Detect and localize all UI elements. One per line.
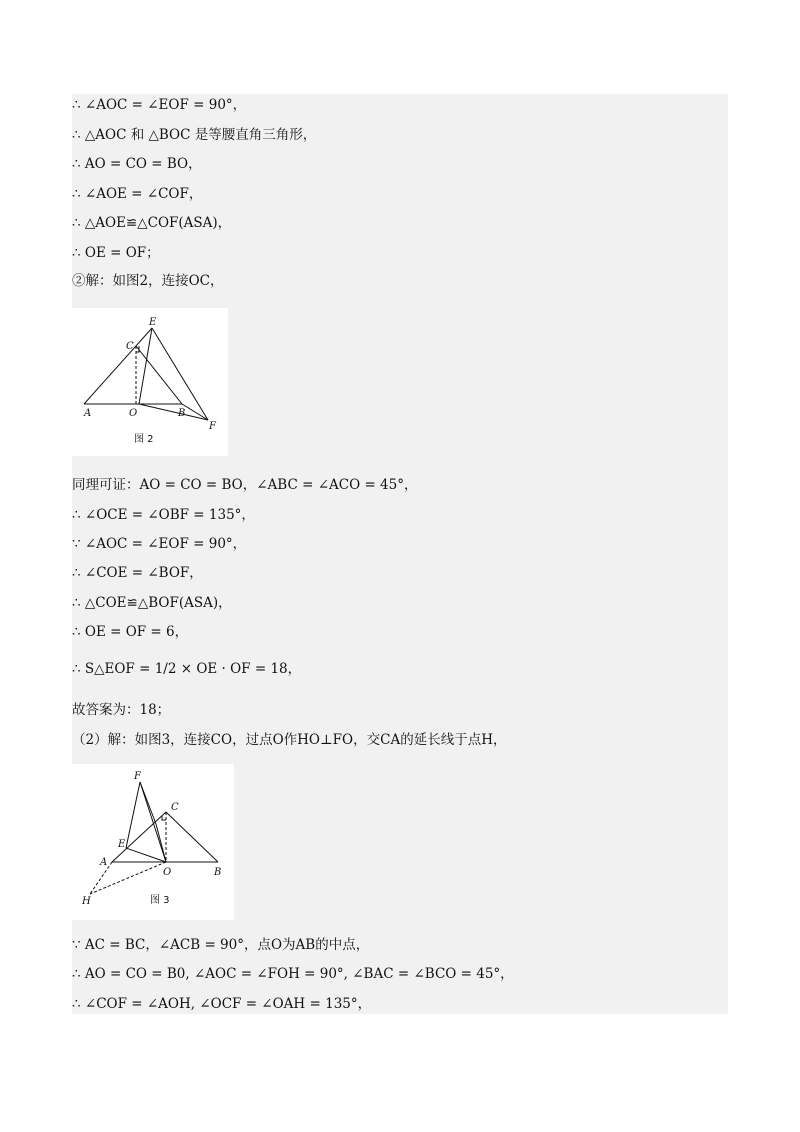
figure-caption: 图 3 [150,895,170,906]
text-line: ∴ S△EOF = 1/2 × OE · OF = 18， [72,661,302,677]
text-line: （2）解：如图3，连接CO，过点O作HO⊥FO，交CA的延长线于点H， [72,732,507,748]
point-label-e: E [149,317,157,328]
point-label-c: C [126,341,134,352]
text-line: ∴ ∠COF = ∠AOH, ∠OCF = ∠OAH = 135°， [72,996,372,1012]
text-line: 同理可证：AO = CO = BO，∠ABC = ∠ACO = 45°， [72,477,418,493]
point-label-a: A [84,408,92,419]
point-label-h: H [82,896,91,907]
text-line: ∴ OE = OF = 6， [72,624,189,640]
point-label-b: B [214,867,222,878]
figure-2 [72,308,228,456]
text-line: ∴ OE = OF； [72,245,160,261]
text-line: 故答案为：18； [72,702,171,718]
figure-3 [72,764,234,920]
point-label-a: A [100,857,108,868]
text-line: ∴ ∠AOE = ∠COF， [72,186,203,202]
text-line: ∴ ∠AOC = ∠EOF = 90°， [72,97,247,113]
text-line: ∵ ∠AOC = ∠EOF = 90°， [72,536,247,552]
figure-caption: 图 2 [134,434,154,445]
point-label-f: F [209,421,216,432]
text-line: ∴ ∠OCE = ∠OBF = 135°， [72,507,255,523]
point-label-e: E [118,839,126,850]
point-label-o: O [163,867,172,878]
text-line: ②解：如图2，连接OC， [72,273,224,289]
document-page [72,94,728,1014]
text-line: ∵ AC = BC，∠ACB = 90°，点O为AB的中点， [72,937,370,953]
text-line: ∴ △COE≌△BOF(ASA)， [72,595,232,611]
point-label-o: O [129,408,138,419]
point-label-b: B [178,408,186,419]
text-line: ∴ △AOC 和 △BOC 是等腰直角三角形， [72,127,317,143]
point-label-f: F [134,771,141,782]
text-line: ∴ AO = CO = B0, ∠AOC = ∠FOH = 90°, ∠BAC = ∠BCO = 45°， [72,966,514,982]
point-label-c: C [171,802,179,813]
text-line: ∴ ∠COE = ∠BOF， [72,565,203,581]
text-line: ∴ △AOE≌△COF(ASA)， [72,215,232,231]
text-line: ∴ AO = CO = BO， [72,156,202,172]
